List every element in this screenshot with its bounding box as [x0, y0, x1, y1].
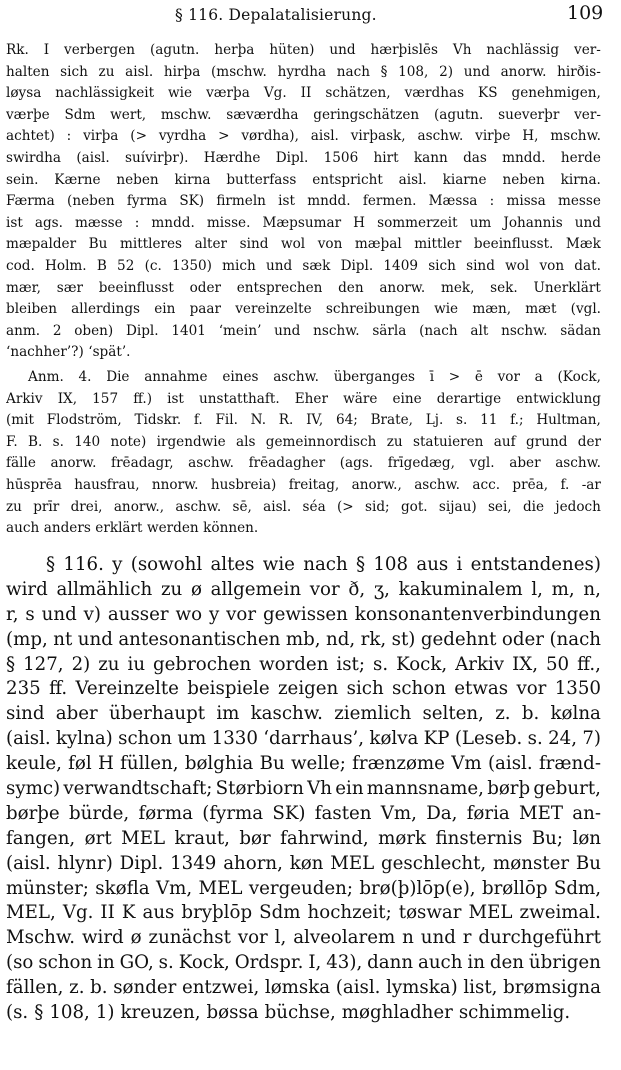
text-line: Rk. I verbergen (agutn. herþa hüten) und hærþislēs Vh nachlässig ver-: [6, 42, 601, 58]
text-line: keule, føl H füllen, bølghia Bu welle; frænzøme Vm (aisl. frænd-: [6, 753, 601, 775]
text-line: fälle anorw. frēadagr, aschw. frēadagher (ags. frīgedæg, vgl. aber aschw.: [6, 455, 601, 472]
text-line: løysa nachlässigkeit wie værþa Vg. II schätzen, værdhas KS genehmigen,: [6, 85, 601, 102]
annotation-anm-4: [6, 367, 601, 540]
section-116: [6, 553, 601, 1026]
text-line: fangen, ørt MEL kraut, bør fahrwind, mørk finsternis Bu; løn: [6, 827, 601, 849]
text-line: sind aber überhaupt im kaschw. ziemlich selten, z. b. kølna: [6, 703, 601, 725]
text-line: Arkiv IX, 157 ff.) ist unstatthaft. Eher wäre eine derartige entwicklung: [6, 390, 601, 407]
text-line: achtet) : virþa (> vyrdha > vørdha), aisl. virþask, aschw. virþe H, mschw.: [6, 128, 601, 145]
text-line: (s. § 108, 1) kreuzen, bøssa büchse, møghladher schimmelig.: [6, 1002, 571, 1024]
text-line: münster; skøfla Vm, MEL vergeuden; brø(þ)lōp(e), brøllōp Sdm,: [6, 877, 601, 899]
page-header: [0, 2, 621, 30]
text-line: § 127, 2) zu iu gebrochen worden ist; s. Kock, Arkiv IX, 50 ff.,: [6, 653, 601, 675]
text-line: anm. 2 oben) Dipl. 1401 ‘mein’ und nschw. särla (nach alt nschw. sädan: [6, 322, 601, 339]
text-line: børþe bürde, førma (fyrma SK) fasten Vm, Da, føria MET an-: [6, 802, 601, 824]
text-line: r, s und v) ausser wo y vor gewissen konsonantenverbindungen: [6, 603, 601, 625]
page-number: 109: [567, 2, 604, 24]
text-line: ist ags. mæsse : mndd. misse. Mæpsumar H sommerzeit um Johannis und: [6, 214, 601, 231]
text-line: (aisl. hlynr) Dipl. 1349 ahorn, køn MEL geschlecht, mønster Bu: [6, 852, 601, 874]
text-line: symc) verwandtschaft; Størbiorn Vh ein mannsname, børþ geburt,: [6, 778, 601, 800]
text-line: (mit Flodström, Tidskr. f. Fil. N. R. IV, 64; Brate, Lj. s. 11 f.; Hultman,: [6, 412, 601, 429]
text-line: Anm. 4. Die annahme eines aschw. überganges ī > ē vor a (Kock,: [28, 369, 601, 385]
text-line: wird allmählich zu ø allgemein vor ð, ʒ, kakuminalem l, m, n,: [6, 578, 601, 600]
text-line: fällen, z. b. sønder entzwei, lømska (aisl. lymska) list, brømsigna: [6, 977, 601, 999]
text-line: hūsprēa hausfrau, nnorw. husbreia) freitag, anorw., aschw. acc. prēa, f. -ar: [6, 476, 601, 493]
text-line: (aisl. kylna) schon um 1330 ‘darrhaus’, kølva KP (Leseb. s. 24, 7): [6, 728, 601, 750]
text-line: mær, sær beeinflusst oder entsprechen den anorw. mek, sek. Unerklärt: [6, 279, 601, 296]
running-head: § 116. Depalatalisierung.: [175, 6, 377, 24]
text-line: sein. Kærne neben kirna butterfass entspricht aisl. kiarne neben kirna.: [6, 171, 601, 188]
text-line: Mschw. wird ø zunächst vor l, alveolarem n und r durchgeführt: [6, 927, 601, 949]
text-line: bleiben allerdings ein paar vereinzelte schreibungen wie mæn, mæt (vgl.: [6, 301, 601, 318]
text-line: (so schon in GO, s. Kock, Ordspr. I, 43), dann auch in den übrigen: [6, 952, 601, 974]
text-line: auch anders erklärt werden können.: [6, 520, 259, 537]
text-line: mæpalder Bu mittleres alter sind wol von mæþal mittler beeinflusst. Mæk: [6, 236, 601, 253]
text-line: swirdha (aisl. suívirþr). Hærdhe Dipl. 1506 hirt kann das mndd. herde: [6, 149, 601, 166]
text-line: 235 ff. Vereinzelte beispiele zeigen sich schon etwas vor 1350: [6, 678, 601, 700]
text-line: halten sich zu aisl. hirþa (mschw. hyrdha nach § 108, 2) und anorw. hirðis-: [6, 63, 601, 80]
text-line: (mp, nt und antesonantischen mb, nd, rk, st) gedehnt oder (nach: [6, 628, 601, 650]
text-line: zu prīr drei, anorw., aschw. sē, aisl. séa (> sid; got. sijau) sei, die jedoch: [6, 498, 601, 515]
text-line: F. B. s. 140 note) irgendwie als gemeinnordisch zu statuieren auf grund der: [6, 433, 601, 450]
text-line: cod. Holm. B 52 (c. 1350) mich und sæk Dipl. 1409 sich sind wol von dat.: [6, 257, 601, 274]
text-line: værþe Sdm wert, mschw. sæværdha geringschätzen (agutn. sueverþr ver-: [6, 106, 601, 123]
text-line: ‘nachher’?) ‘spät’.: [6, 344, 131, 361]
text-line: Færma (neben fyrma SK) firmeln ist mndd. fermen. Mæssa : missa messe: [6, 193, 601, 210]
paragraph-continuation: [6, 40, 601, 364]
text-line: § 116. y (sowohl altes wie nach § 108 aus i entstandenes): [46, 554, 601, 575]
text-line: MEL, Vg. II K aus bryþlōp Sdm hochzeit; tøswar MEL zweimal.: [6, 902, 601, 924]
